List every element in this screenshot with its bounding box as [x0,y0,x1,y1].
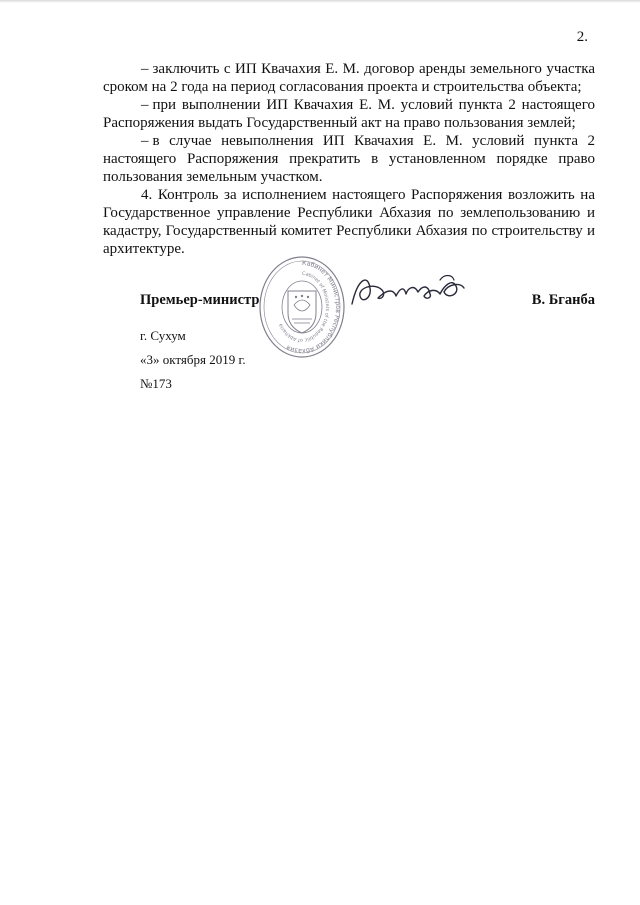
paragraph-state-act [103,96,595,132]
seal-inner-text: Cabinet of Ministers of the Republic of Abkhazia [278,271,329,343]
paragraph-control [103,186,595,258]
document-body [103,60,595,258]
list-dash: – [141,133,149,149]
paragraph-termination [103,132,595,186]
signer-title: Премьер-министр [140,292,260,308]
paragraph-text: заключить с ИП Квачахия Е. М. договор аренды земельного участка сроком на 2 года на период согласования проекта и строительства объекта; [103,61,595,95]
page-number: 2. [576,29,588,45]
signature-block [140,292,595,314]
scan-top-edge [0,0,640,3]
signer-name: В. Бганба [531,292,595,308]
seal-outer-text: Кабинет Министров Республики Абхазия [285,259,341,355]
paragraph-text: 4. Контроль за исполнением настоящего Распоряжения возложить на Государственное управление Республики Абхазия по землепользованию и кадастру, Государственный комитет Республики Абхазия по строительству и архитектуре. [103,187,595,257]
paragraph-text: при выполнении ИП Квачахия Е. М. условий пункта 2 настоящего Распоряжения выдать Государственный акт на право пользования землей; [103,97,595,131]
paragraph-lease [103,60,595,96]
place: г. Сухум [140,328,186,343]
document-number: №173 [140,376,172,391]
paragraph-text: в случае невыполнения ИП Квачахия Е. М. условий пункта 2 настоящего Распоряжения прекратить в установленном порядке право пользования земельным участком. [103,133,595,185]
list-dash: – [141,61,149,77]
list-dash: – [141,97,149,113]
document-date: «3» октября 2019 г. [140,352,246,367]
place-date-block [140,324,246,396]
